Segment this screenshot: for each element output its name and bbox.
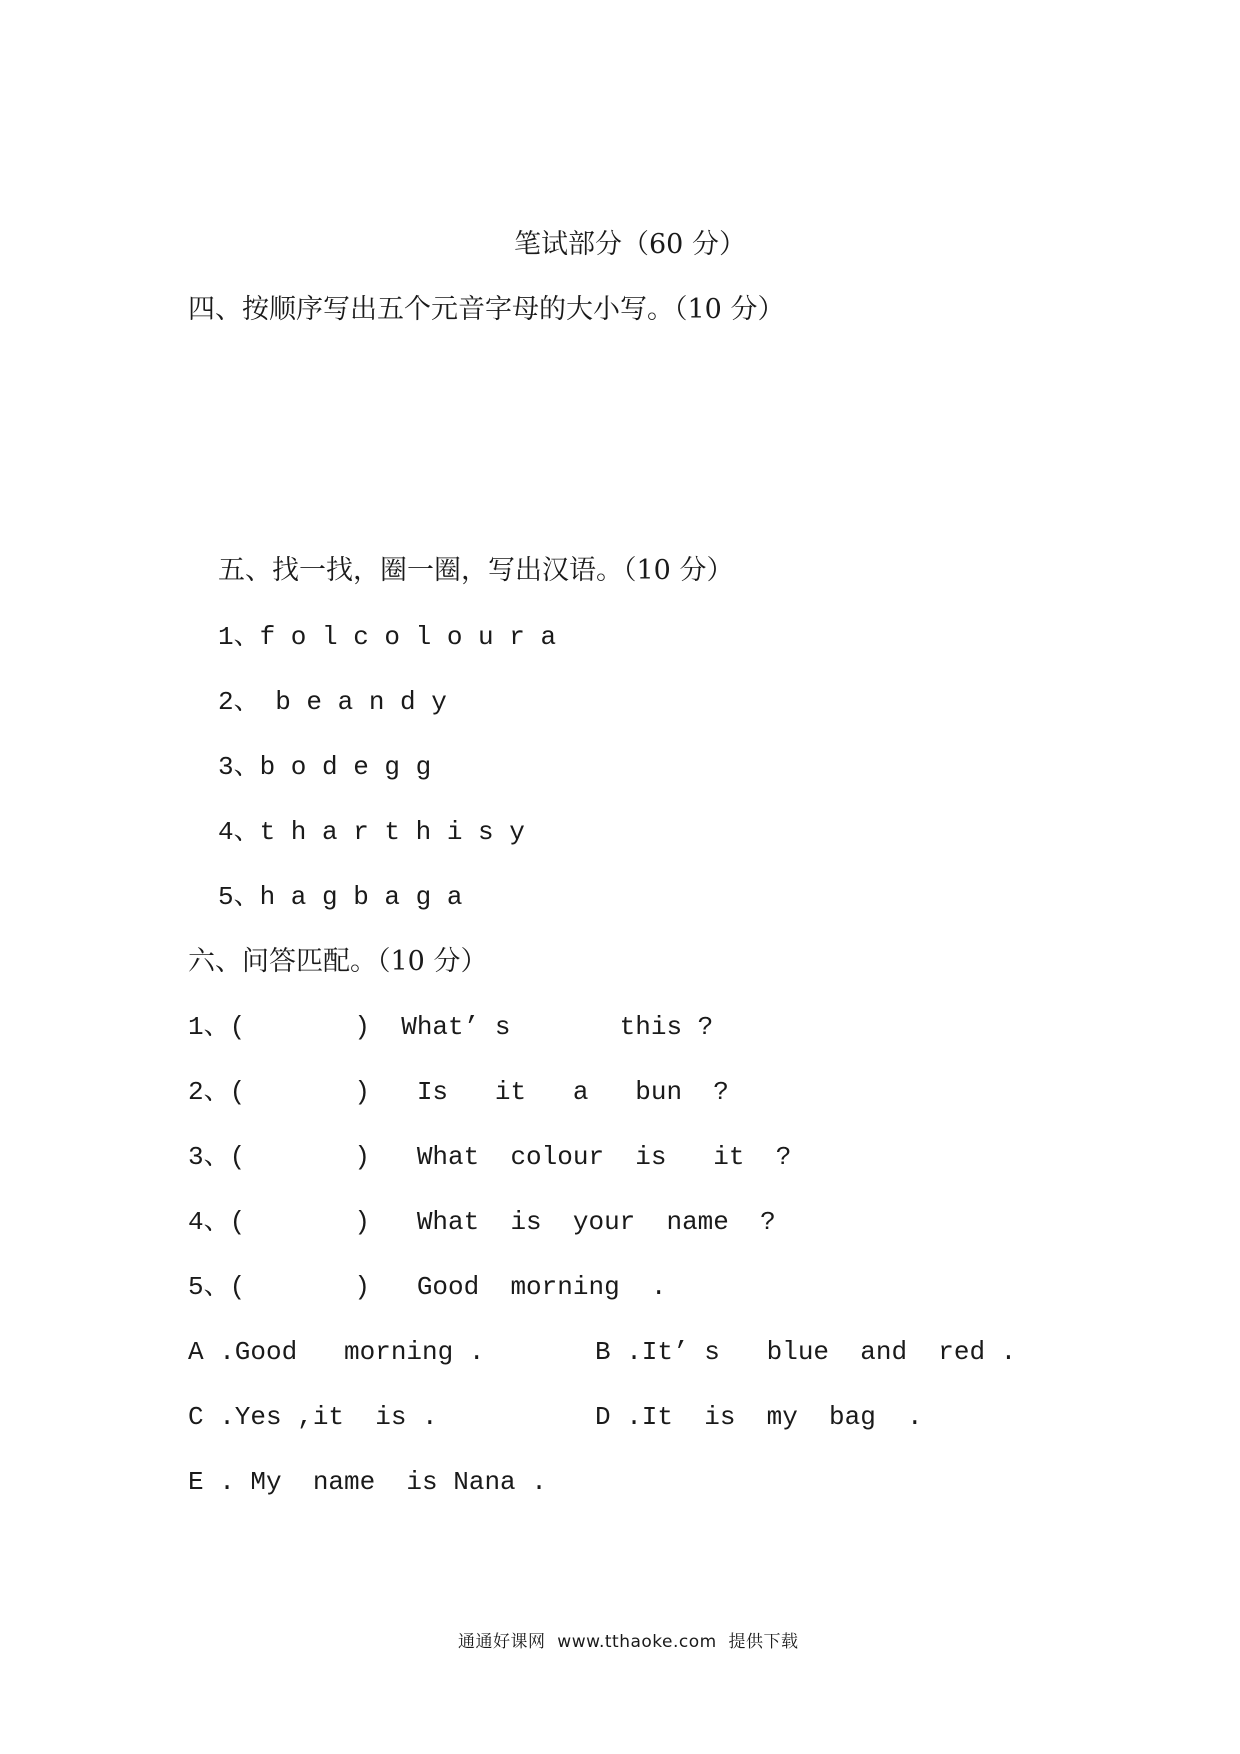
puzzle-item-1: 1、f o l c o l o u r a [218,622,557,652]
puzzle-item-3: 3、b o d e g g [218,752,432,782]
answer-b: B .It’ s blue and red . [595,1337,1017,1367]
question-4: 4、( ) What is your name ? [188,1207,776,1237]
section-5-heading: 五、找一找，圈一圈，写出汉语。（10 分） [218,555,734,586]
puzzle-item-2: 2、 b e a n d y [218,687,447,717]
answer-a: A .Good morning . [188,1337,485,1367]
page-title: 笔试部分（60 分） [514,229,746,260]
section-6-heading: 六、问答匹配。（10 分） [188,946,488,977]
question-3: 3、( ) What colour is it ? [188,1142,792,1172]
question-5: 5、( ) Good morning . [188,1272,667,1302]
puzzle-item-4: 4、t h a r t h i s y [218,817,525,847]
question-2: 2、( ) Is it a bun ? [188,1077,729,1107]
answer-c: C .Yes ,it is . [188,1402,438,1432]
section-4-heading: 四、按顺序写出五个元音字母的大小写。（10 分） [188,294,785,325]
answer-e: E . My name is Nana . [188,1467,547,1497]
answer-d: D .It is my bag . [595,1402,923,1432]
question-1: 1、( ) What’ s this ? [188,1012,714,1042]
puzzle-item-5: 5、h a g b a g a [218,882,463,912]
footer-credit: 通通好课网 www.tthaoke.com 提供下载 [458,1632,799,1652]
